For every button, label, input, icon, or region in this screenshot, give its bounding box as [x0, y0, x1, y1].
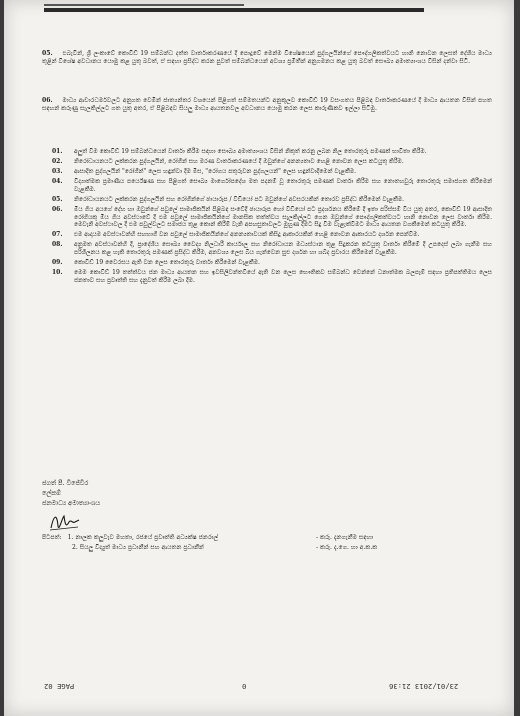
copy-recipient: 2. සියලු විද්‍යුත් මාධ්‍ය ප්‍රධානීන් සහ ආයතන ප්‍රධානීන් [71, 544, 204, 551]
list-item [52, 231, 492, 239]
list-item [52, 158, 492, 166]
paragraph-number: 05. [42, 50, 53, 57]
item-text: නිරෝධායනයට ලක්කරන පුද්ගලයින්, රෝගීන් සහ මරණ වාර්තාකරණයේ දී ඔවුන්ගේ අනන්‍යතාව හෙළි නොවන ලෙස කටයුතු කිරීම. [74, 158, 404, 166]
list-item [52, 206, 492, 229]
item-number: 09. [52, 259, 63, 267]
item-text: මෙම කොවිඩ් 19 තත්ත්වය ජන මාධ්‍ය ආයතන සහ ඉවසිලිවන්තවියේ ඇති වන ලෙස භෞතිකව සම්බන්ධ වෙන්නේ ධනාත්මක බලපෑම් සඳහා ප්‍රතිපත්තිමය ලෙස ජනතාව සහ ප්‍රවෘත්ති සහ දැනුවත් කිරීම ලබා දීම. [74, 269, 492, 284]
paragraph-number: 06. [42, 97, 53, 104]
signatory-block [42, 478, 100, 508]
fax-footer [4, 676, 514, 716]
item-number: 04. [52, 178, 63, 186]
handwritten-signature-icon [48, 510, 82, 534]
item-text: විද්‍යාත්මක ප්‍රමාණීය පර්යේෂණ සහ පිළිගත් සෞඛ්‍ය මාර්ගෝපදේශ මත පදනම් වූ තොරතුරු පමණක් වාර්තා කිරීම සහ නොතහවුරු තොරතුරු සමාජගත කිරීමෙන් වැළකීම. [74, 178, 492, 193]
copy-purpose: - කරු. දැ.ගෙ. හා අ.ක.ක [316, 544, 378, 551]
copy-purpose: - කරු. දැනගැනීම සඳහා [316, 534, 374, 541]
item-text: මිය ගිය අයගේ දේහ හා ඔවුන්ගේ පවුලේ සාමාජිකයින් පිළිබඳ සංවේදී ඡායාරූප හෝ වීඩියෝ පට ප්‍රදර්ශනය කිරීමේ දී ඉතා පරිස්සම් විය යුතු අතර, කොවිඩ් 19 ආසාදිත රෝගියකු මිය ගිය අවස්ථාවේ දී එම පවුලේ සාමාජිකයින්ගේ මානසික තත්ත්වය සැලකිල්ලට ගෙන ඔවුන්ගේ පෞද්ගලිකත්වයට හානි නොවන ලෙස වාර්තා කිරීම. මෙවැනි අවස්ථාවල දී එම පවුල්වලට සමාජය තුළ කොන් කිරීම් වැනි අපහසුතාවලට මුහුණ දීමට සිදු වීම වැළැක්වීමට මාධ්‍ය ආයතන වගකීමෙන් කටයුතු කිරීම. [74, 206, 492, 229]
copy-row [42, 533, 492, 543]
item-number: 08. [52, 241, 63, 249]
item-text: ආසාදිත පුද්ගලයින් "රෝගීන්" ලෙස හඳුන්වා දීම මිස, "රෝගය පතුරුවන පුද්ගලයන්" ලෙස හඳුන්වාදීමෙන් වැළකීම. [74, 168, 357, 176]
item-number: 06. [52, 206, 63, 214]
item-number: 03. [52, 168, 63, 176]
item-text: අනුමත අවස්ථාවන්හි දී, ප්‍රාදේශීය සෞඛ්‍ය වෛද්‍ය නිලධාරී කාර්යාල සහ නිරෝධායන මධ්‍යස්ථාන තුළ සිදුකරන කටයුතු වාර්තා කිරීමේ දී උපදෙස් ලබා ගැනීම සහ පරිශීලනය කළ හැකි තොරතුරු පමණක් ප්‍රසිද්ධ කිරීම, අනවශ්‍ය ලෙස බිය ගැන්වෙන සුළු දර්ශන හා ශබ්ද ප්‍රචාරය කිරීමෙන් වැළකීම. [74, 241, 492, 257]
item-text: එම ආදායම අවස්ථාවන්හි සහභාගී වන පවුලේ සාමාජිකයින්ගේ අනන්‍යතාවයක් කිසිදු ආකාරයකින් හෙළි නොවන ආකාරයට දර්ශන පෙන්වීම. [74, 231, 420, 239]
paragraph-text: එබැවින්, ශ්‍රී ලංකාවේ කොවිඩ් 19 සම්බන්ධ දත්ත වාර්තාකරණයේ දී පොදුවේ මෙන්ම විශේෂයෙන් පුද්ගලයින්ගේ පෞද්ගලිකත්වයට හානි නොවන ලෙසත් දේශීය මාධ්‍ය තුළින් විශේෂ අවධානය යොමු කළ යුතු බවත්, ඒ සඳහා ප්‍රසිද්ධ කරන පුවත් සම්බන්ධයෙන් අවශ්‍ය ප්‍රමිතීන් අනුගමනය කළ යුතු බවත් සෞඛ්‍ය අමාත්‍යාංශය විසින් දන්වා සිටී. [42, 50, 492, 66]
signatory-ministry: ජනමාධ්‍ය අමාත්‍යාංශය [42, 499, 101, 507]
item-number: 05. [52, 195, 63, 203]
list-item [52, 241, 492, 256]
paragraph-06 [42, 97, 492, 113]
paragraph-05 [42, 50, 492, 66]
scan-artifact-line [44, 4, 244, 6]
fax-counter: 0 [242, 682, 247, 691]
signatory-name: ජගත් පී. විජේවීර [42, 479, 89, 487]
page-number: PAGE 02 [44, 682, 75, 691]
item-number: 02. [52, 158, 63, 166]
copies-label: පිටපත්: [42, 534, 62, 541]
item-text: අලුත් වීම කොවිඩ් 19 සම්බන්ධයෙන් වාර්තා කිරීම සඳහා සෞඛ්‍ය අමාත්‍යාංශය විසින් නිකුත් කරනු ලබන නිල තොරතුරු පමණක් භාවිතා කිරීම. [74, 148, 427, 155]
scan-artifact-bar [44, 8, 424, 12]
copies-block [42, 533, 492, 553]
copy-recipient: 1. නාලක කලුවැව මහතා, රජයේ ප්‍රවෘත්ති අධ්‍යක්ෂ ජනරාල් [67, 534, 219, 541]
list-item [52, 259, 492, 267]
signatory-title: ලේකම් [42, 489, 62, 497]
paragraph-text: මාධ්‍ය ආචාරධර්මවලට අනුගත වෙමින් ජාත්‍යන්තර වශයෙන් පිළිගත් සම්මතයන්ට අනුකූලව කොවිඩ් 19 වසංගතය පිළිබඳ වාර්තාකරණයේ දී මාධ්‍ය ආයතන විසින් පහත සඳහන් කරුණු සැලකිල්ලට ගත යුතු අතර, ඒ පිළිබඳව සියලු මාධ්‍ය ආයතනවල අවධානය යොමු කරන ලෙස කාරුණිකව ඉල්ලා සිටිමු. [42, 97, 493, 113]
list-item [52, 148, 492, 156]
fax-timestamp: 23/01/2013 21:36 [388, 682, 458, 691]
item-text: කොවිඩ් 19 වෛරසය ඇති වන ලෙස තොරතුරු වාර්තා කිරීමෙන් වැළකීම. [74, 259, 260, 267]
list-item [52, 178, 492, 193]
item-number: 10. [52, 269, 63, 277]
list-item [52, 196, 492, 204]
guidelines-list [52, 148, 492, 287]
item-number: 07. [52, 231, 63, 239]
list-item [52, 168, 492, 176]
item-number: 01. [52, 148, 63, 155]
document-page [4, 0, 514, 716]
item-text: නිරෝධායනයට ලක්කරන පුද්ගලයින් සහ රෝගීන්ගේ ඡායාරූප / වීඩියෝ පට ඔවුන්ගේ අවසරයකින් තොරව ප්‍රසිද්ධ කිරීමෙන් වැළකීම. [74, 195, 405, 203]
list-item [52, 269, 492, 284]
copy-row [42, 543, 492, 553]
